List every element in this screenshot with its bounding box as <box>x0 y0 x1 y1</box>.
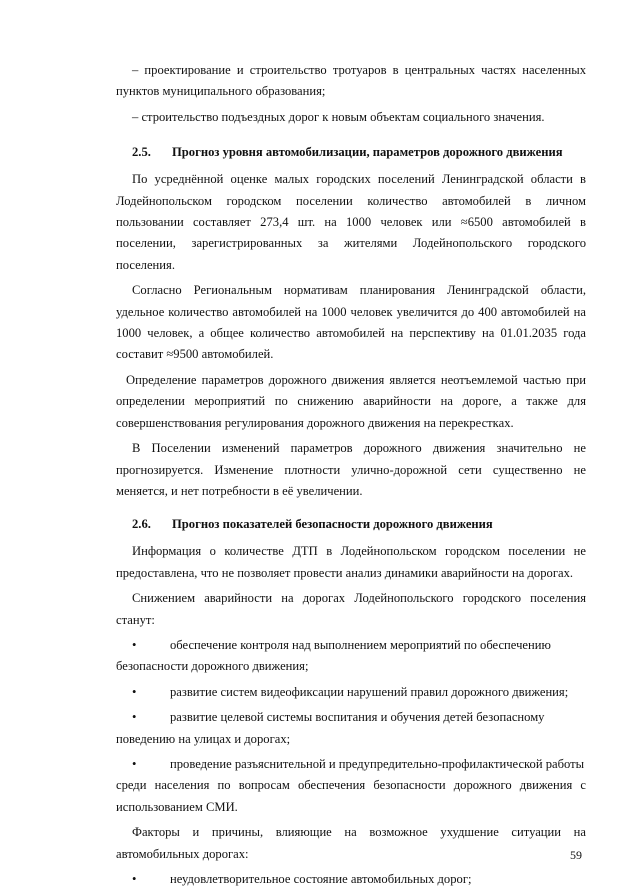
bullet-icon: • <box>132 684 137 699</box>
section-title: Прогноз уровня автомобилизации, параметров дорожного движения <box>172 145 563 160</box>
paragraph-car-ownership: По усреднённой оценке малых городских поселений Ленинградской области в Лодейнопольском городском поселении количество автомобилей в личном пользовании составляет 273,4 шт. на 1000 человек или ≈6500 автомобилей в поселении, зарегистрированных за жителями Лодейнопольского городского поселения. <box>116 172 586 272</box>
page-content <box>116 60 586 890</box>
paragraph-no-changes: В Поселении изменений параметров дорожного движения значительно не прогнозируется. Изменение плотности улично-дорожной сети существенно не меняется, и нет потребности в её увеличении. <box>116 441 586 498</box>
paragraph-access-roads: – строительство подъездных дорог к новым объектам социального значения. <box>132 109 545 124</box>
bullet-icon: • <box>132 710 137 725</box>
paragraph-accident-info: Информация о количестве ДТП в Лодейнопольском городском поселении не предоставлена, что не позволяет провести анализ динамики аварийности на дорогах. <box>116 544 586 580</box>
list-item: • обеспечение контроля над выполнением мероприятий по обеспечению безопасности дорожного движения; <box>116 635 586 678</box>
section-title: Прогноз показателей безопасности дорожного движения <box>172 517 493 532</box>
list-item: • проведение разъяснительной и предупредительно-профилактической работы среди населения по вопросам обеспечения безопасности дорожного движения с использованием СМИ. <box>116 754 586 818</box>
list-item: • развитие систем видеофиксации нарушений правил дорожного движения; <box>116 682 586 703</box>
paragraph-accident-reduction: Снижением аварийности на дорогах Лодейнопольского городского поселения станут: <box>116 591 586 627</box>
section-number: 2.5. <box>132 145 151 160</box>
section-heading-2-5 <box>116 142 586 163</box>
paragraph-traffic-parameters: Определение параметров дорожного движения является неотъемлемой частью при определении мероприятий по снижению аварийности на дороге, а также для совершенствования регулирования дорожного движения на перекрестках. <box>116 372 586 430</box>
list-item: • развитие целевой системы воспитания и обучения детей безопасному поведению на улицах и дорогах; <box>116 707 586 750</box>
section-number: 2.6. <box>132 517 151 532</box>
paragraph-regional-norms: Согласно Региональным нормативам планирования Ленинградской области, удельное количество автомобилей на 1000 человек увеличится до 400 автомобилей на 1000 человек, а общее количество автомобилей на перспективу на 01.01.2035 года составит ≈9500 автомобилей. <box>116 283 586 362</box>
section-heading-2-6 <box>116 514 586 535</box>
list-item: • неудовлетворительное состояние автомобильных дорог; <box>116 869 586 890</box>
page-number: 59 <box>570 848 582 862</box>
bullet-icon: • <box>132 756 137 771</box>
bullet-icon: • <box>132 637 137 652</box>
paragraph-sidewalks: – проектирование и строительство тротуаров в центральных частях населенных пунктов муниципального образования; <box>116 63 586 99</box>
paragraph-factors: Факторы и причины, влияющие на возможное ухудшение ситуации на автомобильных дорогах: <box>116 825 586 861</box>
bullet-icon: • <box>132 872 137 886</box>
